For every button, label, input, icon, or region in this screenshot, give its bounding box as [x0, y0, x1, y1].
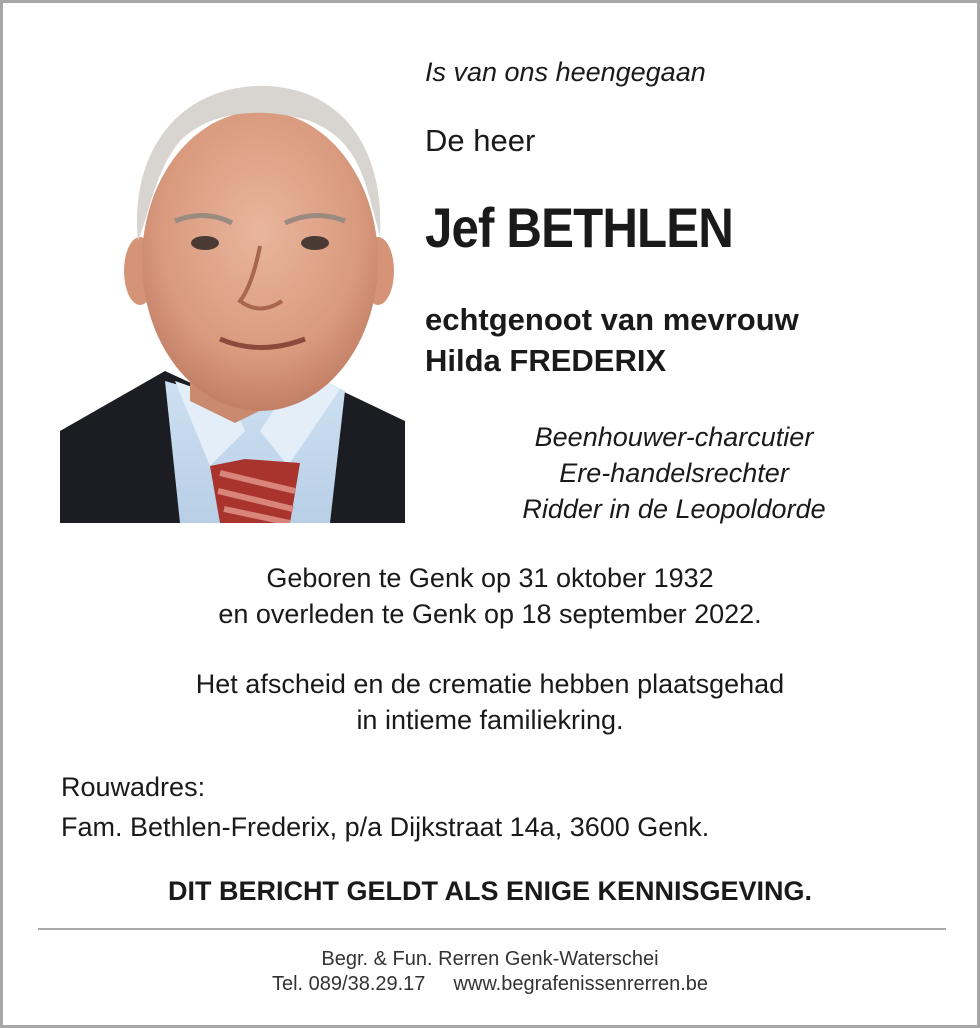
- footer-contact: [3, 972, 977, 997]
- farewell-line-2: in intieme familiekring.: [356, 705, 624, 735]
- footer-website[interactable]: www.begrafenissenrerren.be: [453, 973, 709, 995]
- born-line-2: en overleden te Genk op 18 september 2022.: [218, 599, 762, 629]
- farewell-text: [3, 666, 977, 738]
- title-item: Ere-handelsrechter: [559, 458, 789, 488]
- footer-phone: Tel. 089/38.29.17: [271, 973, 426, 995]
- footer-company: Begr. & Fun. Rerren Genk-Waterschei: [321, 948, 659, 970]
- deceased-name: Jef BETHLEN: [425, 196, 733, 259]
- address-label: Rouwadres:: [61, 772, 206, 802]
- portrait-photo: [60, 71, 405, 523]
- title-item: Beenhouwer-charcutier: [534, 422, 814, 452]
- born-line-1: Geboren te Genk op 31 oktober 1932: [266, 563, 714, 593]
- address-line: Fam. Bethlen-Frederix, p/a Dijkstraat 14a, 3600 Genk.: [61, 812, 710, 842]
- spouse-block: [425, 299, 799, 381]
- intro-text: Is van ons heengegaan: [425, 57, 706, 87]
- spouse-line-2: Hilda FREDERIX: [425, 343, 667, 378]
- honorary-titles: [499, 419, 849, 527]
- spouse-line-1: echtgenoot van mevrouw: [425, 302, 799, 337]
- notice-text: DIT BERICHT GELDT ALS ENIGE KENNISGEVING.: [167, 876, 813, 906]
- divider: [38, 928, 946, 930]
- birth-death-text: [3, 560, 977, 632]
- farewell-line-1: Het afscheid en de crematie hebben plaatsgehad: [195, 669, 785, 699]
- mourning-address: [61, 767, 709, 847]
- salutation: De heer: [425, 123, 536, 158]
- footer: [3, 947, 977, 997]
- title-item: Ridder in de Leopoldorde: [522, 494, 826, 524]
